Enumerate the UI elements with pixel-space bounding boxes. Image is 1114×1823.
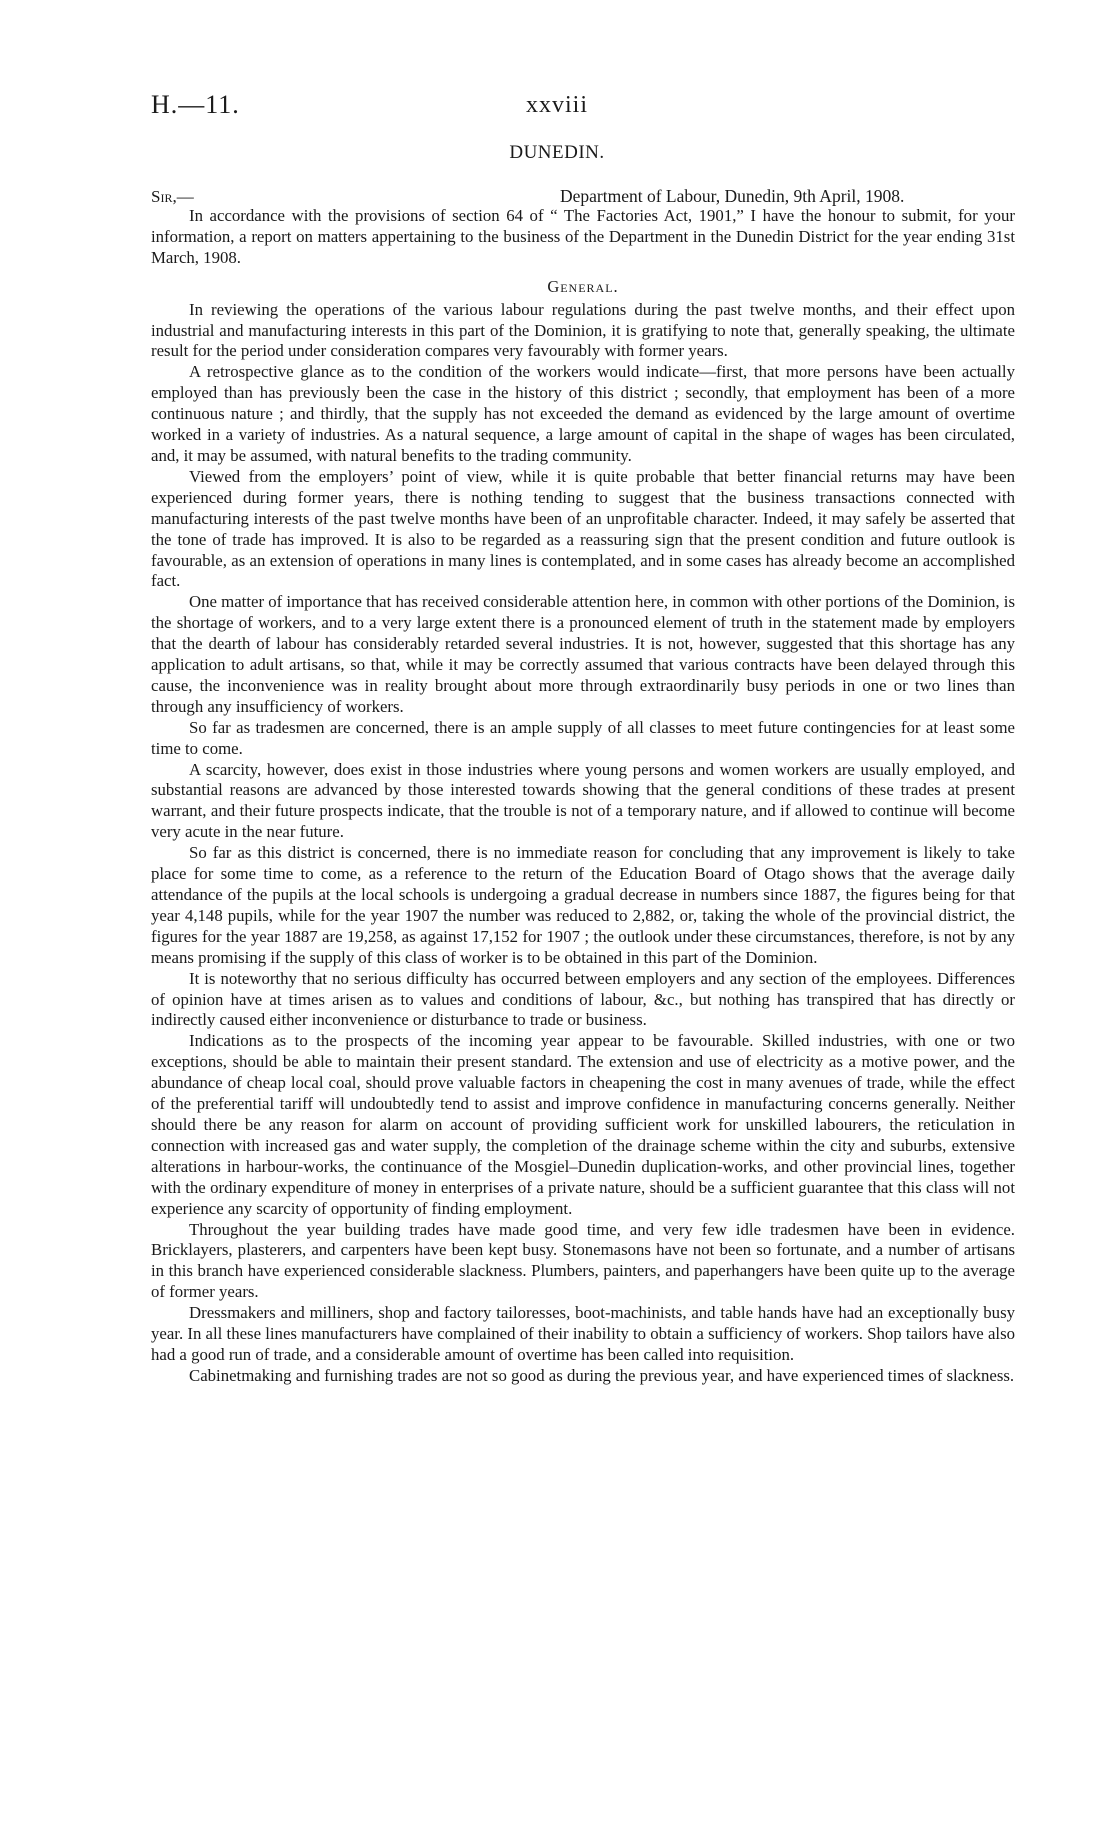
body-paragraph: A retrospective glance as to the condition of the workers would indicate—first, that more persons have been actually employed than has previously been the case in the history of this district ; secondly, that employment has been of a more continuous nature ; and thirdly, that the supply has not exceeded the demand as evidenced by the large amount of overtime worked in a variety of industries. As a natural sequence, a large amount of capital in the shape of wages has been circulated, and, it may be assumed, with natural benefits to the trading community.: [151, 362, 1015, 465]
body-paragraph: One matter of importance that has received considerable attention here, in common with other portions of the Dominion, is the shortage of workers, and to a very large extent there is a pronounced element of truth in the statement made by employers that the dearth of labour has considerably retarded several industries. It is not, however, suggested that this shortage has any application to adult artisans, so that, while it may be correctly assumed that various contracts have been delayed through this cause, the inconvenience was in reality brought about more through extraordinarily busy periods in one or two lines than through any insufficiency of workers.: [151, 592, 1015, 716]
body-paragraph: Cabinetmaking and furnishing trades are not so good as during the previous year, and have experienced times of slackness.: [189, 1365, 1015, 1385]
dateline: Department of Labour, Dunedin, 9th April, 1908.: [560, 186, 905, 206]
intro-paragraph: In accordance with the provisions of section 64 of “ The Factories Act, 1901,” I have the honour to submit, for your information, a report on matters appertaining to the business of the Department in the Dunedin District for the year ending 31st March, 1908.: [151, 206, 1015, 267]
page-number: xxviii: [525, 92, 588, 118]
body-paragraph: So far as tradesmen are concerned, there is an ample supply of all classes to meet future contingencies for at least some time to come.: [151, 717, 1015, 758]
body-paragraph: It is noteworthy that no serious difficulty has occurred between employers and any section of the employees. Differences of opinion have at times arisen as to values and conditions of labour, &c., but nothing has transpired that has directly or indirectly caused either inconvenience or disturbance to trade or business.: [151, 968, 1015, 1030]
body-paragraph: In reviewing the operations of the various labour regulations during the past twelve months, and their effect upon industrial and manufacturing interests in this part of the Dominion, it is gratifying to note that, generally speaking, the ultimate result for the period under consideration compares very favourably with former years.: [151, 299, 1015, 361]
section-heading: General.: [547, 276, 619, 296]
body-paragraph: Viewed from the employers’ point of view, while it is quite probable that better financial returns may have been experienced during former years, there is nothing tending to suggest that the business transactions connected with manufacturing interests of the past twelve months have been of an unprofitable character. Indeed, it may safely be asserted that the tone of trade has improved. It is also to be regarded as a reassuring sign that the present condition and future outlook is favourable, as an extension of operations in many lines is contemplated, and in some cases has already become an accomplished fact.: [151, 466, 1015, 591]
document-reference: H.—11.: [151, 90, 240, 119]
body-paragraph: Indications as to the prospects of the incoming year appear to be favourable. Skilled industries, with one or two exceptions, should be able to maintain their present standard. The extension and use of electricity as a motive power, and the abundance of cheap local coal, should prove valuable factors in cheapening the cost in many avenues of trade, while the effect of the preferential tariff will undoubtedly tend to assist and improve confidence in manufacturing concerns generally. Neither should there be any reason for alarm on account of providing sufficient work for unskilled labourers, the reticulation in connection with increased gas and water supply, the completion of the drainage scheme within the city and suburbs, extensive alterations in harbour-works, the continuance of the Mosgiel–Dunedin duplication-works, and other provincial lines, together with the ordinary expenditure of money in enterprises of a private nature, should be a sufficient guarantee that this class will not experience any scarcity of opportunity of finding employment.: [151, 1031, 1015, 1218]
salutation: Sir,—: [151, 187, 194, 206]
body-paragraph: A scarcity, however, does exist in those industries where young persons and women workers are usually employed, and substantial reasons are advanced by those interested towards showing that the general conditions of these trades at present warrant, and their future prospects indicate, that the trouble is not of a temporary nature, and if allowed to continue will become very acute in the near future.: [151, 759, 1015, 842]
body-paragraph: Dressmakers and milliners, shop and factory tailoresses, boot-machinists, and table hands have had an exceptionally busy year. In all these lines manufacturers have complained of their inability to obtain a sufficiency of workers. Shop tailors have also had a good run of trade, and a considerable amount of overtime has been called into requisition.: [151, 1303, 1015, 1364]
body-paragraph: Throughout the year building trades have made good time, and very few idle tradesmen have been in evidence. Bricklayers, plasterers, and carpenters have been kept busy. Stonemasons have not been so fortunate, and a number of artisans in this branch have experienced considerable slackness. Plumbers, painters, and paperhangers have been quite up to the average of former years.: [151, 1219, 1015, 1302]
body-paragraph: So far as this district is concerned, there is no immediate reason for concluding that any improvement is likely to take place for some time to come, as a reference to the return of the Education Board of Otago shows that the average daily attendance of the pupils at the local schools is undergoing a gradual decrease in numbers since 1887, the figures being for that year 4,148 pupils, while for the year 1907 the number was reduced to 2,882, or, taking the whole of the provincial district, the figures for the year 1887 are 19,258, as against 17,152 for 1907 ; the outlook under these circumstances, therefore, is not by any means promising if the supply of this class of worker is to be obtained in this part of the Dominion.: [151, 843, 1015, 967]
report-body: [151, 206, 1015, 1387]
report-title: DUNEDIN.: [509, 142, 605, 163]
